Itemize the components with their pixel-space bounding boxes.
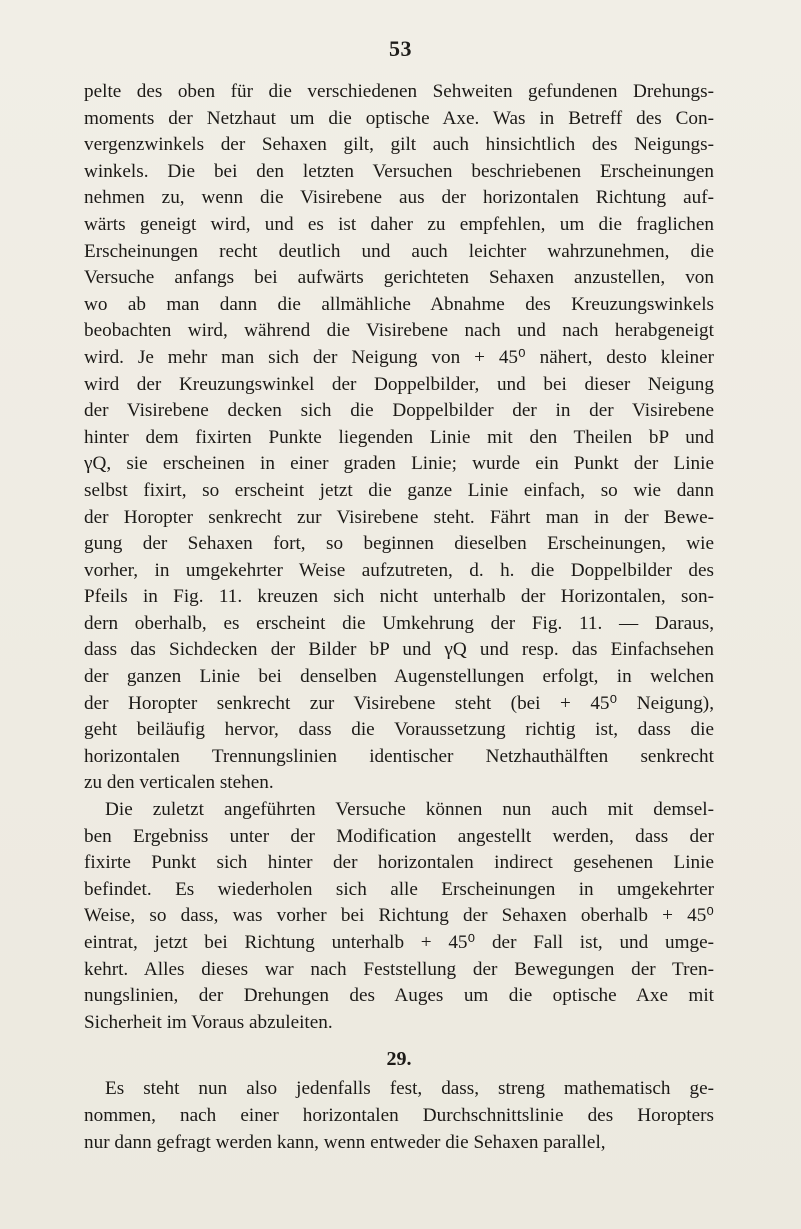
text-line: wärts geneigt wird, und es ist daher zu empfehlen, um die fraglichen bbox=[84, 213, 714, 235]
text-line: geht beiläufig hervor, dass die Voraussetzung richtig ist, dass die bbox=[84, 719, 714, 741]
text-line: kehrt. Alles dieses war nach Feststellung der Bewegungen der Tren- bbox=[84, 958, 714, 980]
text-line: dass das Sichdecken der Bilder bP und γQ und resp. das Einfachsehen bbox=[84, 639, 714, 661]
text-line: Erscheinungen recht deutlich und auch leichter wahrzunehmen, die bbox=[84, 240, 714, 262]
body-text bbox=[84, 79, 714, 1156]
text-line: ben Ergebniss unter der Modification angestellt werden, dass der bbox=[84, 825, 714, 847]
text-line: zu den verticalen stehen. bbox=[84, 772, 274, 794]
text-line: vorher, in umgekehrter Weise aufzutreten, d. h. die Doppelbilder des bbox=[84, 559, 714, 581]
text-line: der Visirebene decken sich die Doppelbilder der in der Visirebene bbox=[84, 400, 714, 422]
text-line: Sicherheit im Voraus abzuleiten. bbox=[84, 1011, 333, 1033]
text-line: Die zuletzt angeführten Versuche können nun auch mit demsel- bbox=[105, 799, 714, 821]
text-line: fixirte Punkt sich hinter der horizontalen indirect gesehenen Linie bbox=[84, 852, 714, 874]
text-line: Pfeils in Fig. 11. kreuzen sich nicht unterhalb der Horizontalen, son- bbox=[84, 586, 714, 608]
text-line: der Horopter senkrecht zur Visirebene steht (bei + 45⁰ Neigung), bbox=[84, 692, 714, 714]
text-line: der Horopter senkrecht zur Visirebene steht. Fährt man in der Bewe- bbox=[84, 506, 714, 528]
text-line: wird der Kreuzungswinkel der Doppelbilder, und bei dieser Neigung bbox=[84, 373, 714, 395]
text-line: pelte des oben für die verschiedenen Sehweiten gefundenen Drehungs- bbox=[84, 81, 714, 102]
text-line: nungslinien, der Drehungen des Auges um die optische Axe mit bbox=[84, 985, 714, 1007]
text-line: Weise, so dass, was vorher bei Richtung der Sehaxen oberhalb + 45⁰ bbox=[84, 905, 714, 927]
text-line: selbst fixirt, so erscheint jetzt die ganze Linie einfach, so wie dann bbox=[84, 479, 714, 501]
text-line: der ganzen Linie bei denselben Augenstellungen erfolgt, in welchen bbox=[84, 666, 714, 688]
page-number: 53 bbox=[389, 36, 412, 61]
paragraph-3 bbox=[84, 1076, 714, 1156]
text-line: wo ab man dann die allmähliche Abnahme des Kreuzungswinkels bbox=[84, 293, 714, 315]
text-line: nommen, nach einer horizontalen Durchschnittslinie des Horopters bbox=[84, 1104, 714, 1126]
text-line: nehmen zu, wenn die Visirebene aus der horizontalen Richtung auf- bbox=[84, 187, 714, 209]
text-line: wird. Je mehr man sich der Neigung von + 45⁰ nähert, desto kleiner bbox=[84, 346, 714, 368]
text-line: vergenzwinkels der Sehaxen gilt, gilt auch hinsichtlich des Neigungs- bbox=[84, 134, 714, 156]
text-line: winkels. Die bei den letzten Versuchen beschriebenen Erscheinungen bbox=[84, 160, 714, 182]
paragraph-1 bbox=[84, 79, 714, 797]
text-line: nur dann gefragt werden kann, wenn entweder die Sehaxen parallel, bbox=[84, 1131, 606, 1153]
text-line: dern oberhalb, es erscheint die Umkehrung der Fig. 11. — Daraus, bbox=[84, 612, 714, 634]
text-line: hinter dem fixirten Punkte liegenden Linie mit den Theilen bP und bbox=[84, 426, 714, 448]
paragraph-2 bbox=[84, 797, 714, 1036]
section-heading: 29. bbox=[386, 1048, 412, 1071]
text-line: horizontalen Trennungslinien identischer Netzhauthälften senkrecht bbox=[84, 745, 714, 767]
text-line: gung der Sehaxen fort, so beginnen dieselben Erscheinungen, wie bbox=[84, 533, 714, 555]
text-line: Es steht nun also jedenfalls fest, dass, streng mathematisch ge- bbox=[105, 1078, 714, 1100]
text-line: γQ, sie erscheinen in einer graden Linie; wurde ein Punkt der Linie bbox=[84, 453, 714, 475]
text-line: eintrat, jetzt bei Richtung unterhalb + 45⁰ der Fall ist, und umge- bbox=[84, 932, 714, 953]
text-line: beobachten wird, während die Visirebene nach und nach herabgeneigt bbox=[84, 320, 714, 342]
text-line: Versuche anfangs bei aufwärts gerichteten Sehaxen anzustellen, von bbox=[84, 267, 714, 289]
text-line: befindet. Es wiederholen sich alle Erscheinungen in umgekehrter bbox=[84, 878, 714, 900]
text-line: moments der Netzhaut um die optische Axe. Was in Betreff des Con- bbox=[84, 107, 714, 129]
